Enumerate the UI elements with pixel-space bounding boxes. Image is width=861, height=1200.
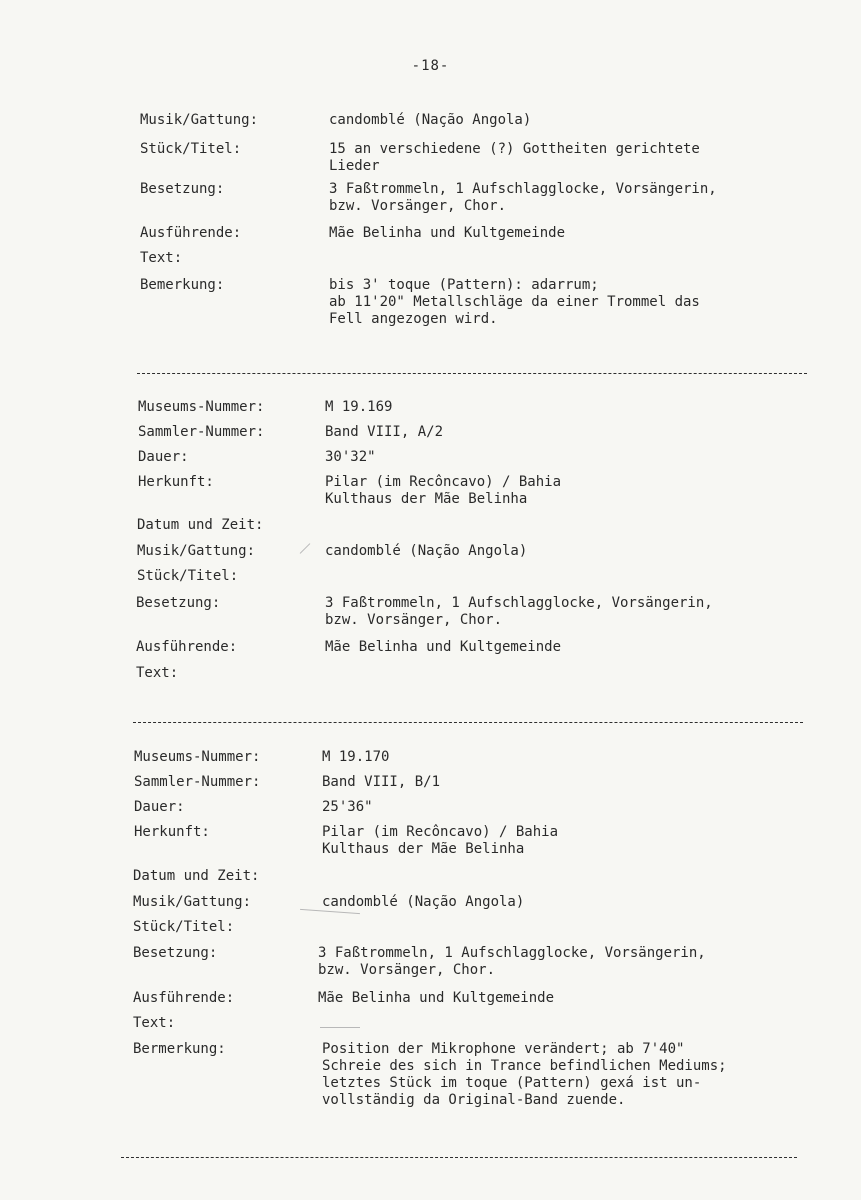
field-label: Ausführende: — [133, 990, 235, 1006]
field-label: Dauer: — [138, 449, 189, 465]
field-label: Datum und Zeit: — [137, 517, 264, 533]
page-number: -18- — [411, 58, 450, 74]
field-label: Ausführende: — [140, 225, 242, 241]
field-value: Pilar (im Recôncavo) / Bahia Kulthaus der Mãe Belinha — [322, 824, 559, 857]
field-label: Sammler-Nummer: — [138, 424, 265, 440]
field-label: Musik/Gattung: — [137, 543, 256, 559]
field-value: 15 an verschiedene (?) Gottheiten gerichtete Lieder — [329, 141, 700, 174]
field-label: Besetzung: — [140, 181, 225, 197]
field-value: 3 Faßtrommeln, 1 Aufschlagglocke, Vorsängerin, bzw. Vorsänger, Chor. — [318, 945, 706, 978]
field-value: candomblé (Nação Angola) — [325, 543, 528, 559]
field-label: Text: — [136, 665, 179, 681]
field-value: 3 Faßtrommeln, 1 Aufschlagglocke, Vorsängerin, bzw. Vorsänger, Chor. — [325, 595, 713, 628]
field-value: 3 Faßtrommeln, 1 Aufschlagglocke, Vorsängerin, bzw. Vorsänger, Chor. — [329, 181, 717, 214]
field-value: M 19.169 — [325, 399, 393, 415]
field-value: Mãe Belinha und Kultgemeinde — [329, 225, 566, 241]
field-label: Museums-Nummer: — [138, 399, 265, 415]
field-value: Pilar (im Recôncavo) / Bahia Kulthaus der Mãe Belinha — [325, 474, 562, 507]
field-value: Band VIII, B/1 — [322, 774, 441, 790]
field-value: 25'36" — [322, 799, 373, 815]
dashed-divider — [133, 722, 803, 723]
field-label: Bemerkung: — [140, 277, 225, 293]
scan-artifact — [320, 1027, 360, 1028]
field-value: bis 3' toque (Pattern): adarrum; ab 11'20" Metallschläge da einer Trommel das Fell angezogen wird. — [329, 277, 700, 327]
field-label: Musik/Gattung: — [140, 112, 259, 128]
field-label: Datum und Zeit: — [133, 868, 260, 884]
field-value: Position der Mikrophone verändert; ab 7'40" Schreie des sich in Trance befindlichen Mediums; letztes Stück im toque (Pattern) gexá ist un- vollständig da Original-Band zuende. — [322, 1041, 727, 1108]
field-value: Mãe Belinha und Kultgemeinde — [318, 990, 555, 1006]
field-value: 30'32" — [325, 449, 376, 465]
field-value: candomblé (Nação Angola) — [322, 894, 525, 910]
field-value: Mãe Belinha und Kultgemeinde — [325, 639, 562, 655]
field-label: Stück/Titel: — [137, 568, 239, 584]
field-label: Bermerkung: — [133, 1041, 226, 1057]
dashed-divider — [121, 1157, 797, 1158]
field-label: Ausführende: — [136, 639, 238, 655]
field-label: Herkunft: — [134, 824, 210, 840]
field-value: candomblé (Nação Angola) — [329, 112, 532, 128]
field-label: Musik/Gattung: — [133, 894, 252, 910]
field-value: Band VIII, A/2 — [325, 424, 444, 440]
scan-artifact — [300, 543, 311, 554]
field-label: Sammler-Nummer: — [134, 774, 261, 790]
field-label: Stück/Titel: — [140, 141, 242, 157]
field-label: Dauer: — [134, 799, 185, 815]
field-label: Museums-Nummer: — [134, 749, 261, 765]
field-label: Herkunft: — [138, 474, 214, 490]
field-label: Text: — [133, 1015, 176, 1031]
field-label: Besetzung: — [133, 945, 218, 961]
field-label: Besetzung: — [136, 595, 221, 611]
field-label: Stück/Titel: — [133, 919, 235, 935]
field-label: Text: — [140, 250, 183, 266]
dashed-divider — [137, 373, 807, 374]
field-value: M 19.170 — [322, 749, 390, 765]
